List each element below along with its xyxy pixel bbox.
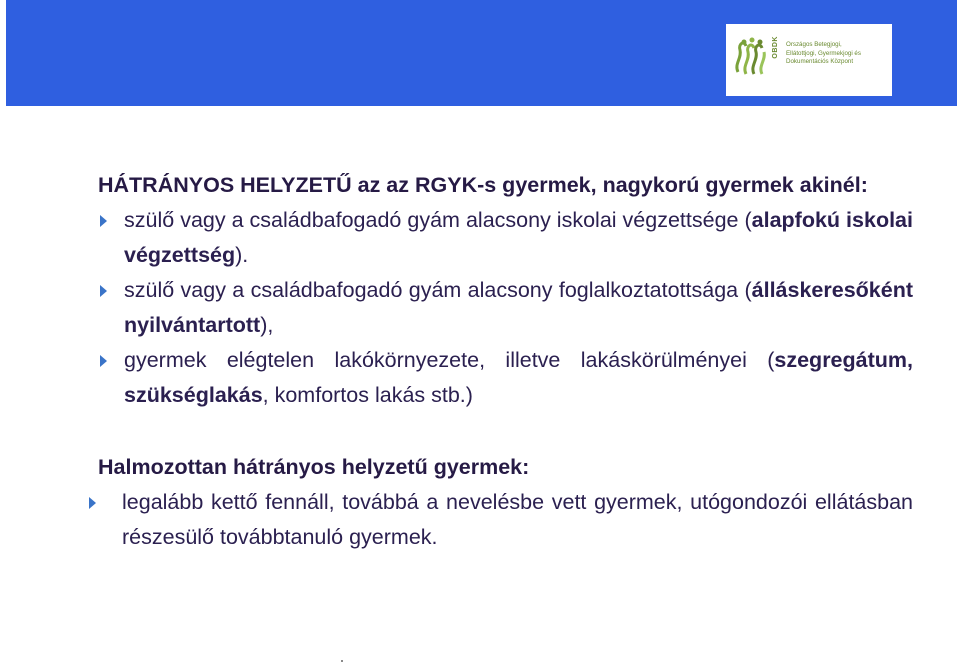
logo-line: Országos Betegjogi, (786, 41, 842, 48)
item-bold-text: szegregátum, szükséglakás (124, 348, 913, 407)
logo-line: Dokumentációs Központ (786, 58, 854, 66)
list-item (98, 203, 913, 273)
bullet-list (98, 203, 913, 413)
obdk-logo (726, 24, 892, 96)
item-text: szülő vagy a családbafogadó gyám alacsony iskolai végzettsége ( (124, 208, 752, 232)
header-band (6, 0, 957, 106)
list-item (98, 273, 913, 343)
list-item (98, 343, 913, 413)
list-item (89, 485, 913, 555)
bullet-arrow-icon (100, 215, 107, 227)
item-bold-text: alapfokú iskolai végzettség (124, 208, 913, 267)
item-text: ), (260, 313, 274, 337)
section-heading: HÁTRÁNYOS HELYZETŰ az az RGYK-s gyermek, nagykorú gyermek akinél: (98, 173, 868, 197)
obdk-logo-icon (732, 34, 772, 84)
item-text: , komfortos lakás stb.) (262, 383, 473, 407)
bullet-arrow-icon (89, 497, 96, 509)
slide-content (98, 168, 913, 555)
section-heading-2: Halmozottan hátrányos helyzetű gyermek: (98, 455, 530, 479)
bullet-arrow-icon (100, 355, 107, 367)
bullet-arrow-icon (100, 285, 107, 297)
bullet-list-2 (98, 485, 913, 555)
item-bold-text: álláskeresőként nyilvántartott (124, 278, 913, 337)
logo-acronym: OBDK (772, 36, 779, 59)
item-text: gyermek elégtelen lakókörnyezete, illetve lakáskörülményei ( (124, 348, 775, 372)
item-text: szülő vagy a családbafogadó gyám alacsony foglalkoztatottsága ( (124, 278, 752, 302)
item-text: legalább kettő fennáll, továbbá a nevelésbe vett gyermek, utógondozói ellátásban részesülő továbbtanuló gyermek. (122, 490, 913, 549)
logo-text (786, 41, 890, 67)
footer-dot (341, 660, 343, 662)
item-text: ). (235, 243, 249, 267)
logo-line: Ellátottjogi, Gyermekjogi és (786, 49, 861, 57)
